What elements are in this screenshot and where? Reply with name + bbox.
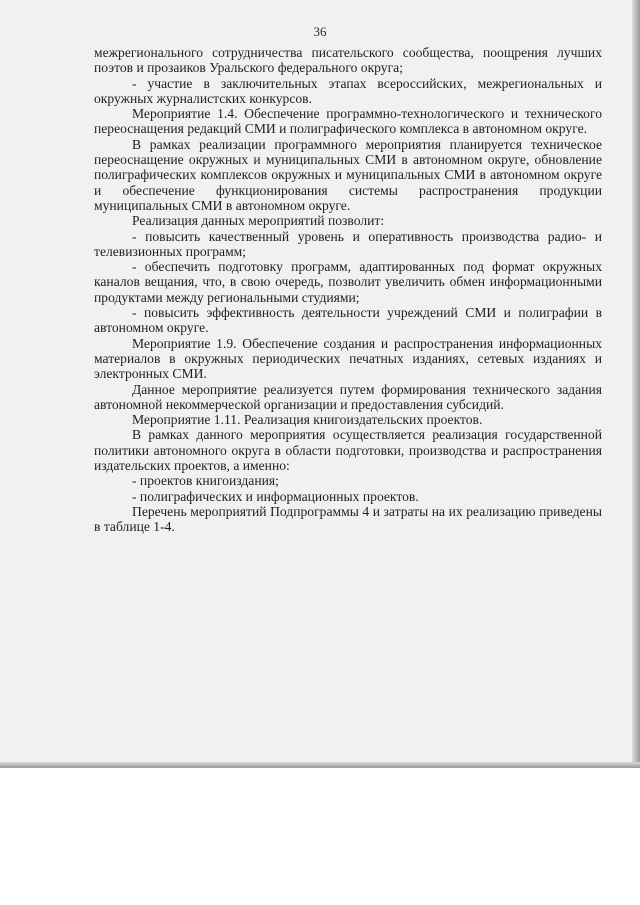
paragraph-continuation: межрегионального сотрудничества писательского сообщества, поощрения лучших поэтов и прозаиков Уральского федерального округа; [94, 45, 602, 76]
paragraph-measure-heading: Мероприятие 1.4. Обеспечение программно-технологического и технического переоснащения редакций СМИ и полиграфического комплекса в автономном округе. [94, 106, 602, 137]
scan-edge-right [632, 0, 640, 768]
document-body [94, 45, 602, 535]
paragraph: Перечень мероприятий Подпрограммы 4 и затраты на их реализацию приведены в таблице 1-4. [94, 503, 602, 535]
paragraph: Реализация данных мероприятий позволит: [132, 213, 385, 229]
scan-edge-bottom [0, 762, 640, 768]
paragraph-list-item: - участие в заключительных этапах всероссийских, межрегиональных и окружных журналистских конкурсов. [94, 75, 602, 106]
paragraph-list-item: - обеспечить подготовку программ, адаптированных под формат окружных каналов вещания, что, в свою очередь, позволит увеличить обмен информационными продуктами между региональными студиями; [94, 259, 602, 305]
page-number: 36 [313, 24, 327, 39]
paragraph: В рамках данного мероприятия осуществляется реализация государственной политики автономного округа в области подготовки, производства и распространения издательских проектов, а именно: [94, 427, 602, 474]
paragraph-measure-heading: Мероприятие 1.9. Обеспечение создания и распространения информационных материалов в окружных периодических печатных изданиях, сетевых изданиях и электронных СМИ. [94, 335, 602, 382]
paragraph-list-item: - полиграфических и информационных проектов. [132, 488, 419, 504]
paragraph-list-item: - повысить качественный уровень и оперативность производства радио- и телевизионных программ; [94, 228, 602, 259]
paragraph-list-item: - проектов книгоиздания; [132, 473, 279, 489]
paragraph-list-item: - повысить эффективность деятельности учреждений СМИ и полиграфии в автономном округе. [94, 305, 602, 336]
paragraph: Данное мероприятие реализуется путем формирования технического задания автономной некоммерческой организации и предоставления субсидий. [94, 381, 602, 412]
paragraph-measure-heading: Мероприятие 1.11. Реализация книгоиздательских проектов. [132, 412, 483, 428]
paragraph: В рамках реализации программного мероприятия планируется техническое переоснащение окружных и муниципальных СМИ в автономном округе, обновление полиграфических комплексов окружных и муниципальных СМИ в автономном округе и обеспечение функционирования системы распространения продукции муниципальных СМИ в автономном округе. [94, 136, 602, 213]
